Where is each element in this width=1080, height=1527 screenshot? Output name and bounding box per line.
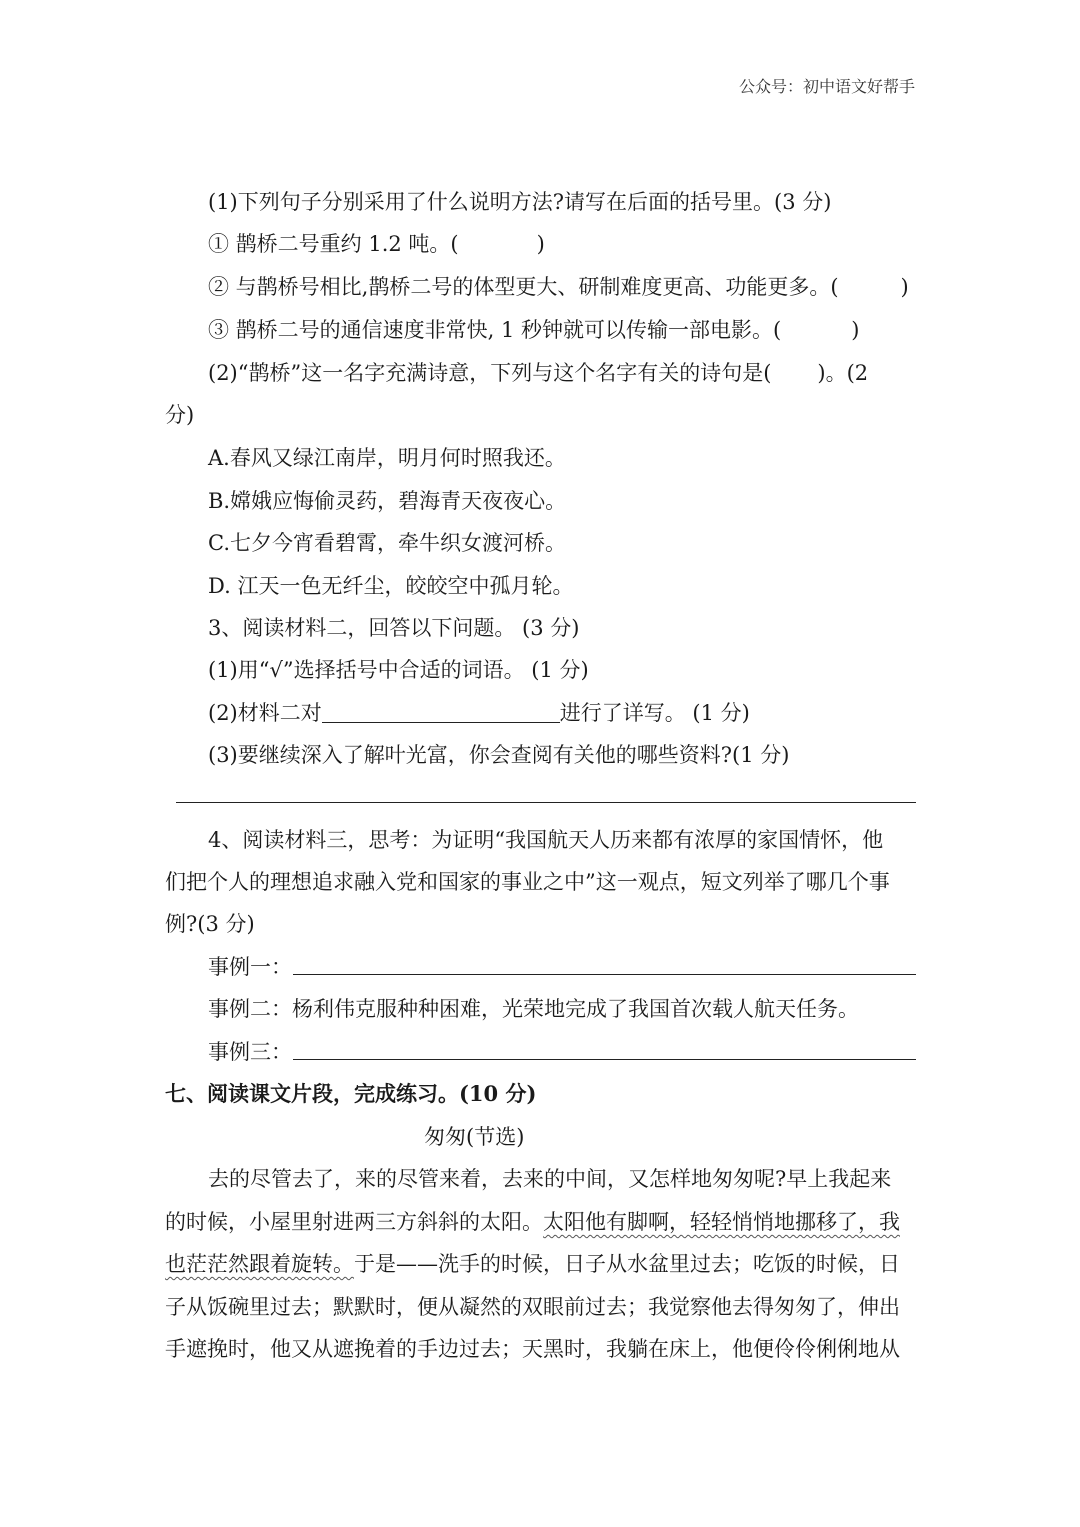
passage-line-5: 手遮挽时，他又从遮挽着的手边过去；天黑时，我躺在床上，他便伶伶俐俐地从 — [165, 1337, 900, 1361]
q2-option-d: D. 江天一色无纤尘，皎皎空中孤月轮。 — [208, 574, 574, 598]
page-header: 公众号：初中语文好帮手 — [738, 77, 915, 96]
q4-line-1: 4、阅读材料三，思考：为证明“我国航天人历来都有浓厚的家国情怀，他 — [208, 828, 884, 852]
underlined-sentence: 太阳他有脚啊，轻轻悄悄地挪移了，我 — [543, 1210, 900, 1234]
answer-line — [176, 802, 916, 803]
q1-item-2-text: ② 与鹊桥号相比,鹊桥二号的体型更大、研制难度更高、功能更多。( — [208, 275, 839, 299]
q3-sub-2 — [208, 699, 750, 727]
answer-line — [293, 1059, 916, 1060]
passage-title: 匆匆(节选) — [424, 1125, 525, 1149]
q1-item-2 — [208, 273, 909, 301]
q3-sub-2-pre: (2)材料二对 — [208, 701, 322, 725]
q2-option-c: C.七夕今宵看碧霄，牵牛织女渡河桥。 — [208, 531, 566, 555]
q4-example-2: 事例二：杨利伟克服种种困难，光荣地完成了我国首次载人航天任务。 — [208, 997, 859, 1021]
passage-line-4: 子从饭碗里过去；默默时，便从凝然的双眼前过去；我觉察他去得匆匆了，伸出 — [165, 1295, 900, 1319]
passage-line-3 — [165, 1250, 900, 1278]
q4-line-2: 们把个人的理想追求融入党和国家的事业之中”这一观点，短文列举了哪几个事 — [165, 870, 890, 894]
passage-line-2 — [165, 1208, 900, 1236]
q2-option-b: B.嫦娥应悔偷灵药，碧海青天夜夜心。 — [208, 489, 567, 513]
passage-text: 的时候，小屋里射进两三方斜斜的太阳。 — [165, 1210, 543, 1234]
q2-line-1 — [208, 359, 868, 387]
q1-item-1-close: ) — [536, 232, 545, 256]
q1-item-2-close: ) — [900, 275, 909, 299]
answer-line — [293, 974, 916, 975]
q2-line-2: 分) — [165, 403, 195, 427]
q1-item-3-text: ③ 鹊桥二号的通信速度非常快, 1 秒钟就可以传输一部电影。( — [208, 318, 782, 342]
q2-option-a: A.春风又绿江南岸，明月何时照我还。 — [208, 446, 566, 470]
q3-sub-2-post: 进行了详写。 (1 分) — [559, 701, 750, 725]
q1-item-3 — [208, 316, 859, 344]
q1-title: (1)下列句子分别采用了什么说明方法?请写在后面的括号里。(3 分) — [208, 190, 832, 214]
underlined-sentence: 也茫茫然跟着旋转。 — [165, 1252, 354, 1276]
q3-title: 3、阅读材料二，回答以下问题。 (3 分) — [208, 616, 580, 640]
passage-line-1: 去的尽管去了，来的尽管来着，去来的中间，又怎样地匆匆呢?早上我起来 — [208, 1167, 892, 1191]
q4-example-3: 事例三： — [208, 1040, 292, 1064]
q3-sub-3: (3)要继续深入了解叶光富，你会查阅有关他的哪些资料?(1 分) — [208, 743, 790, 767]
q4-example-1: 事例一： — [208, 955, 292, 979]
section-7-title: 七、阅读课文片段，完成练习。(10 分) — [165, 1081, 537, 1106]
q1-item-3-close: ) — [851, 318, 860, 342]
answer-blank — [322, 700, 560, 723]
q1-item-1 — [208, 230, 545, 258]
q2-text: (2)“鹊桥”这一名字充满诗意，下列与这个名字有关的诗句是( — [208, 361, 772, 385]
q4-line-3: 例?(3 分) — [165, 912, 255, 936]
q2-end: )。(2 — [817, 361, 869, 385]
passage-text: 于是——洗手的时候，日子从水盆里过去；吃饭的时候，日 — [354, 1252, 900, 1276]
q3-sub-1: (1)用“√”选择括号中合适的词语。 (1 分) — [208, 658, 589, 682]
q1-item-1-text: ① 鹊桥二号重约 1.2 吨。( — [208, 232, 459, 256]
